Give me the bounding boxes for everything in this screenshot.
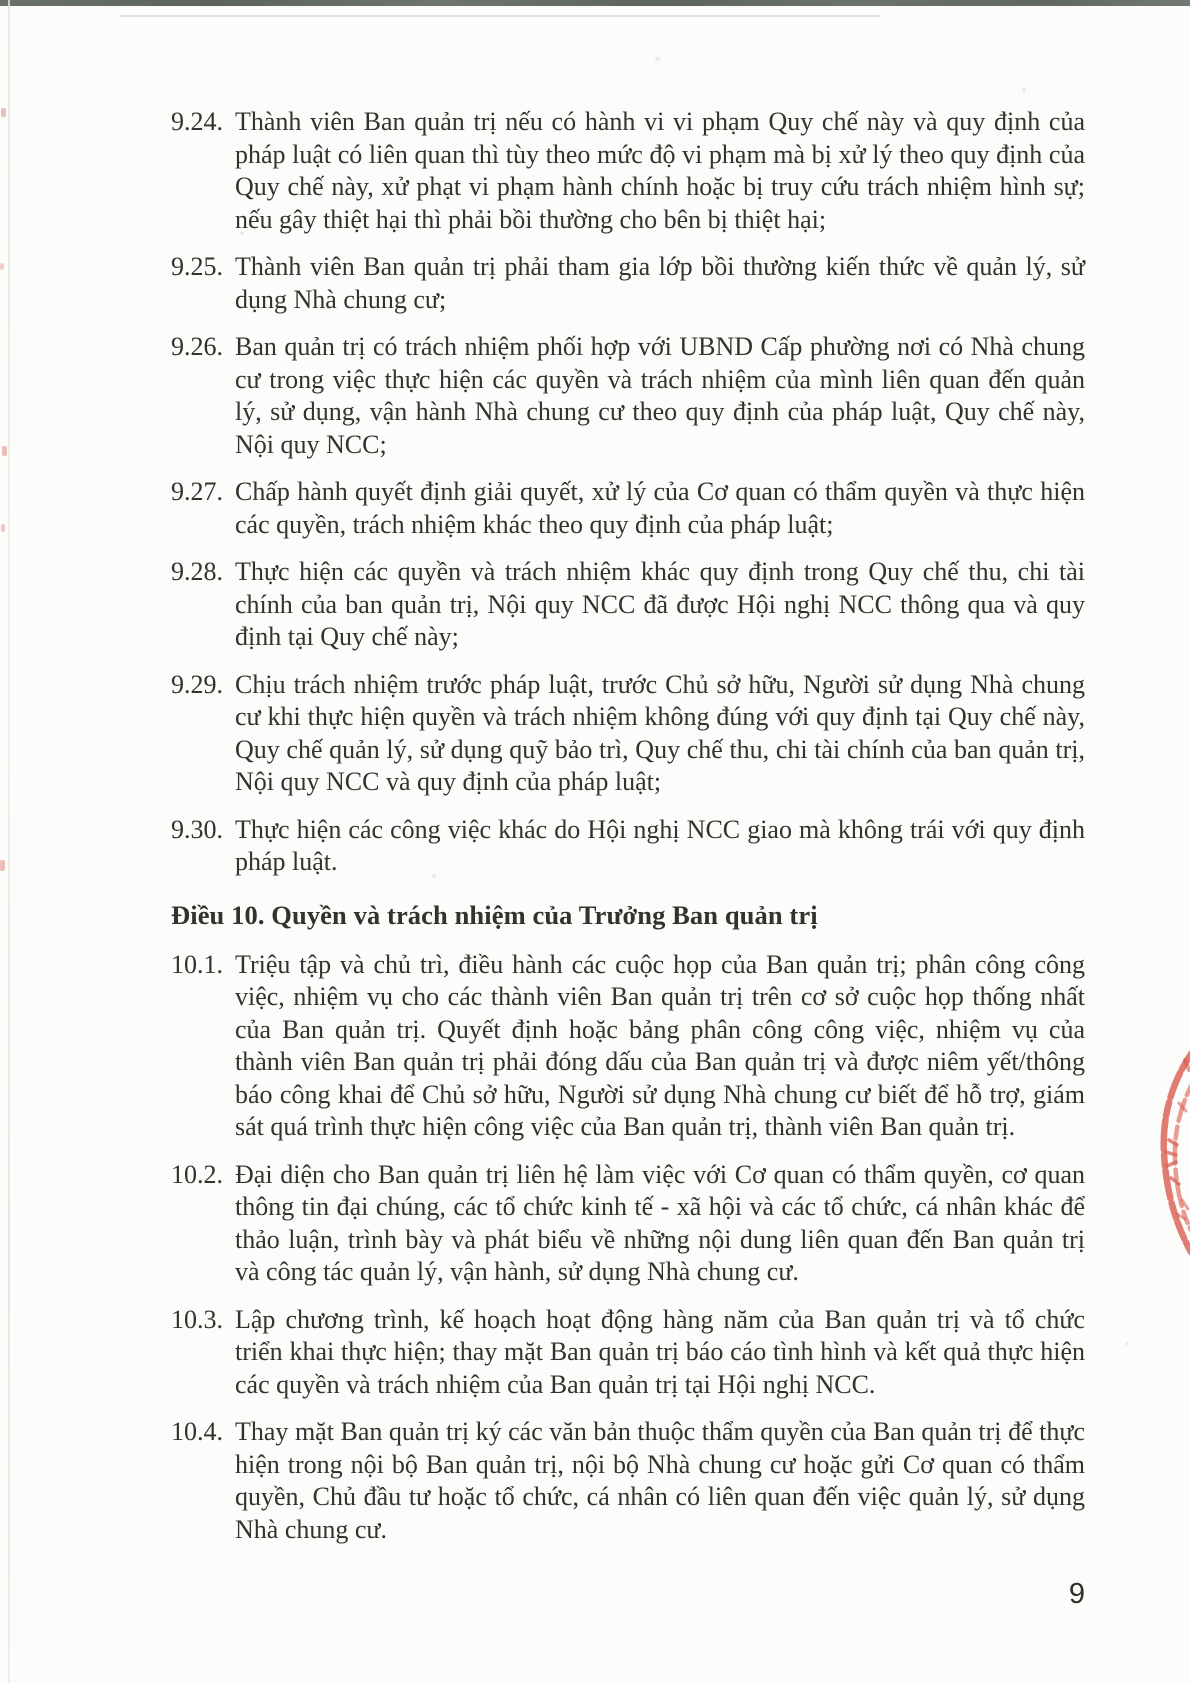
clause-item (171, 1304, 1085, 1402)
clause-number: 10.2. (171, 1159, 223, 1189)
clause-number: 10.1. (171, 949, 223, 979)
clause-item (171, 106, 1085, 236)
clause-number: 10.3. (171, 1304, 223, 1334)
scan-artifact-line (120, 15, 880, 17)
clause-number: 9.25. (171, 252, 223, 281)
clause-item (171, 556, 1085, 654)
clause-item (171, 1416, 1085, 1546)
scan-red-mark (0, 263, 4, 270)
clause-text: Chấp hành quyết định giải quyết, xử lý của Cơ quan có thẩm quyền và thực hiện các quyền, trách nhiệm khác theo quy định của pháp luật; (235, 477, 1085, 539)
clause-text: Ban quản trị có trách nhiệm phối hợp với UBND Cấp phường nơi có Nhà chung cư trong việc thực hiện các quyền và trách nhiệm của mình liên quan đến quản lý, sử dụng, vận hành Nhà chung cư theo quy định của pháp luật, Quy chế này, Nội quy NCC; (235, 332, 1085, 459)
clause-item (171, 669, 1085, 799)
clause-item (171, 949, 1085, 1144)
clause-text: Chịu trách nhiệm trước pháp luật, trước Chủ sở hữu, Người sử dụng Nhà chung cư khi thực hiện quyền và trách nhiệm không đúng với quy định tại Quy chế này, Quy chế quản lý, sử dụng quỹ bảo trì, Quy chế thu, chi tài chính của ban quản trị, Nội quy NCC và quy định của pháp luật; (235, 669, 1085, 796)
clause-text: Thành viên Ban quản trị phải tham gia lớp bồi thường kiến thức về quản lý, sử dụng Nhà chung cư; (235, 252, 1085, 314)
clause-number: 9.27. (171, 477, 223, 506)
clause-item (171, 251, 1085, 316)
clause-item (171, 476, 1085, 541)
clause-text: Thực hiện các quyền và trách nhiệm khác quy định trong Quy chế thu, chi tài chính của ban quản trị, Nội quy NCC đã được Hội nghị NCC thông qua và quy định tại Quy chế này; (235, 557, 1085, 651)
section-heading: Điều 10. Quyền và trách nhiệm của Trưởng Ban quản trị (171, 899, 818, 930)
clause-text: Triệu tập và chủ trì, điều hành các cuộc họp của Ban quản trị; phân công công việc, nhiệm vụ cho các thành viên Ban quản trị trên cơ sở cuộc họp thống nhất của Ban quản trị. Quyết định hoặc bảng phân công công việc, nhiệm vụ của thành viên Ban quản trị phải đóng dấu của Ban quản trị và được niêm yết/thông báo công khai để Chủ sở hữu, Người sử dụng Nhà chung cư biết để hỗ trợ, giám sát quá trình thực hiện công việc của Ban quản trị, thành viên Ban quản trị. (235, 949, 1085, 1141)
clause-number: 9.30. (171, 814, 223, 844)
clause-item (171, 331, 1085, 461)
clause-number: 9.26. (171, 332, 223, 361)
scan-speck (1022, 88, 1026, 92)
clause-number: 9.28. (171, 557, 223, 586)
clause-item (171, 1159, 1085, 1289)
clause-number: 9.29. (171, 669, 223, 699)
clause-number: 9.24. (171, 107, 223, 136)
clause-text: Thực hiện các công việc khác do Hội nghị NCC giao mà không trái với quy định pháp luật. (235, 814, 1085, 876)
scan-red-mark (2, 446, 7, 456)
clause-number: 10.4. (171, 1417, 223, 1446)
clause-text: Đại diện cho Ban quản trị liên hệ làm việc với Cơ quan có thẩm quyền, cơ quan thông tin đại chúng, các tổ chức kinh tế - xã hội và các tổ chức, cá nhân khác để thảo luận, trình bày và phát biểu về những nội dung liên quan đến Ban quản trị và công tác quản lý, vận hành, sử dụng Nhà chung cư. (235, 1159, 1085, 1286)
scan-red-mark (1, 108, 6, 117)
red-seal-icon (1155, 1048, 1190, 1258)
document-sections (171, 106, 1085, 1561)
clause-text: Thay mặt Ban quản trị ký các văn bản thuộc thẩm quyền của Ban quản trị để thực hiện trong nội bộ Ban quản trị, nội bộ Nhà chung cư hoặc gửi Cơ quan có thẩm quyền, Chủ đầu tư hoặc tổ chức, cá nhân có liên quan đến việc quản lý, sử dụng Nhà chung cư. (235, 1417, 1085, 1544)
clause-text: Thành viên Ban quản trị nếu có hành vi vi phạm Quy chế này và quy định của pháp luật có liên quan thì tùy theo mức độ vi phạm mà bị xử lý theo quy định của Quy chế này, xử phạt vi phạm hành chính hoặc bị truy cứu trách nhiệm hình sự; nếu gây thiệt hại thì phải bồi thường cho bên bị thiệt hại; (235, 107, 1085, 234)
scan-top-edge (0, 0, 1190, 6)
scan-speck (655, 57, 660, 61)
scan-speck (1125, 1342, 1129, 1345)
clause-text: Lập chương trình, kế hoạch hoạt động hàng năm của Ban quản trị và tổ chức triển khai thực hiện; thay mặt Ban quản trị báo cáo tình hình và kết quả thực hiện các quyền và trách nhiệm của Ban quản trị tại Hội nghị NCC. (235, 1304, 1085, 1399)
scan-red-mark (1, 524, 5, 532)
page-number: 9 (1068, 1578, 1085, 1610)
clause-item (171, 814, 1085, 879)
scan-red-mark (0, 860, 5, 871)
scan-left-edge (8, 0, 10, 1683)
red-seal-fragment (1155, 1048, 1190, 1258)
